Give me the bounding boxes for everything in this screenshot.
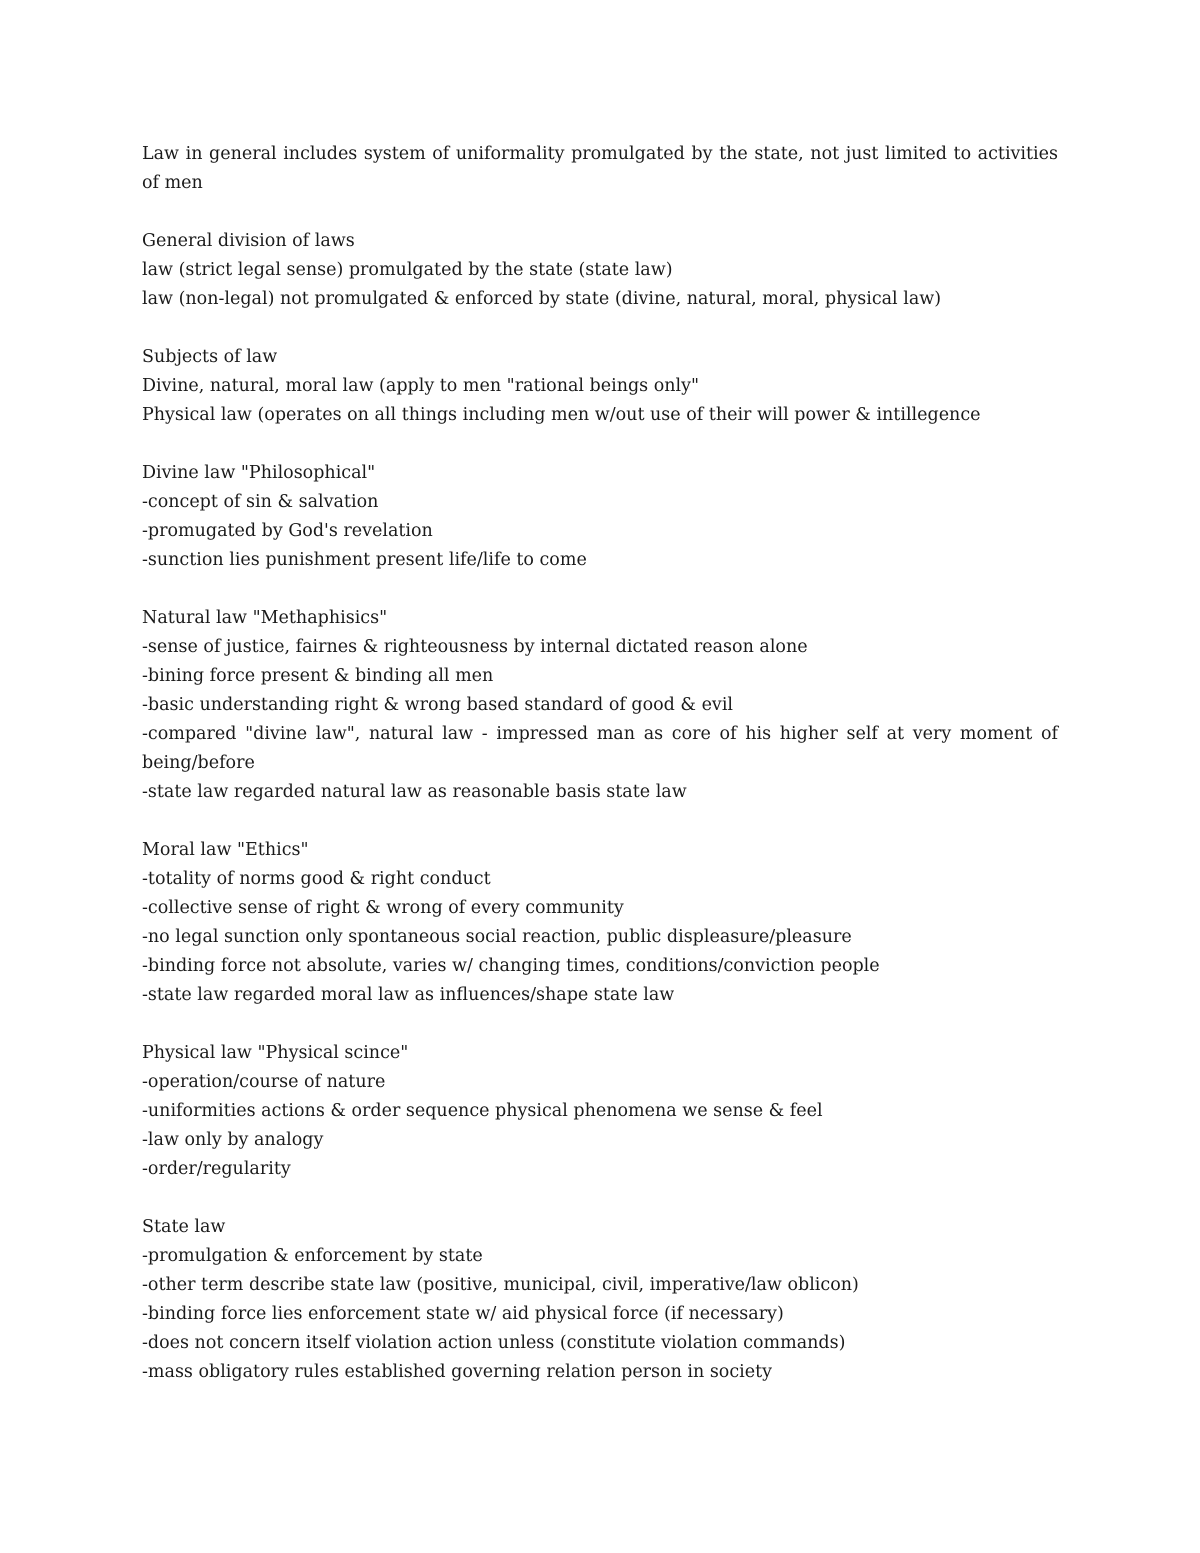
section-divine-law — [142, 459, 1058, 575]
section-heading: Natural law "Methaphisics" — [142, 608, 388, 628]
section-heading: Divine law "Philosophical" — [142, 463, 376, 483]
section-subjects-of-law — [142, 343, 1058, 430]
section-line: Divine, natural, moral law (apply to men "rational beings only" — [142, 376, 700, 396]
section-line: -totality of norms good & right conduct — [142, 869, 491, 889]
section-state-law — [142, 1213, 1058, 1387]
section-line: -does not concern itself violation action unless (constitute violation commands) — [142, 1333, 846, 1353]
section-line: law (non-legal) not promulgated & enforced by state (divine, natural, moral, physical law) — [142, 289, 942, 309]
section-heading: Physical law "Physical scince" — [142, 1043, 409, 1063]
section-line: -no legal sunction only spontaneous social reaction, public displeasure/pleasure — [142, 927, 852, 947]
section-line: -state law regarded moral law as influences/shape state law — [142, 985, 675, 1005]
section-line: -state law regarded natural law as reasonable basis state law — [142, 782, 687, 802]
section-line: -bining force present & binding all men — [142, 666, 494, 686]
section-line: -law only by analogy — [142, 1130, 324, 1150]
section-line: -binding force lies enforcement state w/ aid physical force (if necessary) — [142, 1304, 784, 1324]
section-line: -collective sense of right & wrong of every community — [142, 898, 624, 918]
section-heading: General division of laws — [142, 231, 355, 251]
section-heading: Moral law "Ethics" — [142, 840, 309, 860]
section-line: -operation/course of nature — [142, 1072, 386, 1092]
section-line: -promugated by God's revelation — [142, 521, 433, 541]
section-heading: State law — [142, 1217, 226, 1237]
section-heading: Subjects of law — [142, 347, 278, 367]
section-physical-law — [142, 1039, 1058, 1184]
section-line: -mass obligatory rules established governing relation person in society — [142, 1362, 773, 1382]
section-line: law (strict legal sense) promulgated by the state (state law) — [142, 260, 673, 280]
section-line: Physical law (operates on all things including men w/out use of their will power & intillegence — [142, 405, 981, 425]
section-natural-law — [142, 604, 1058, 807]
intro-paragraph: Law in general includes system of uniformality promulgated by the state, not just limited to activities of men — [142, 144, 1058, 193]
section-line: -other term describe state law (positive, municipal, civil, imperative/law oblicon) — [142, 1275, 859, 1295]
section-general-division — [142, 227, 1058, 314]
section-line: -basic understanding right & wrong based standard of good & evil — [142, 695, 734, 715]
section-line: -uniformities actions & order sequence physical phenomena we sense & feel — [142, 1101, 823, 1121]
section-line: -binding force not absolute, varies w/ changing times, conditions/conviction people — [142, 956, 880, 976]
section-line: -sense of justice, fairnes & righteousness by internal dictated reason alone — [142, 637, 808, 657]
document-page — [142, 140, 1058, 1416]
section-line: -compared "divine law", natural law - impressed man as core of his higher self at very moment of being/before — [142, 724, 1058, 773]
section-line: -order/regularity — [142, 1159, 291, 1179]
section-moral-law — [142, 836, 1058, 1010]
section-line: -promulgation & enforcement by state — [142, 1246, 483, 1266]
section-line: -sunction lies punishment present life/life to come — [142, 550, 587, 570]
section-line: -concept of sin & salvation — [142, 492, 379, 512]
